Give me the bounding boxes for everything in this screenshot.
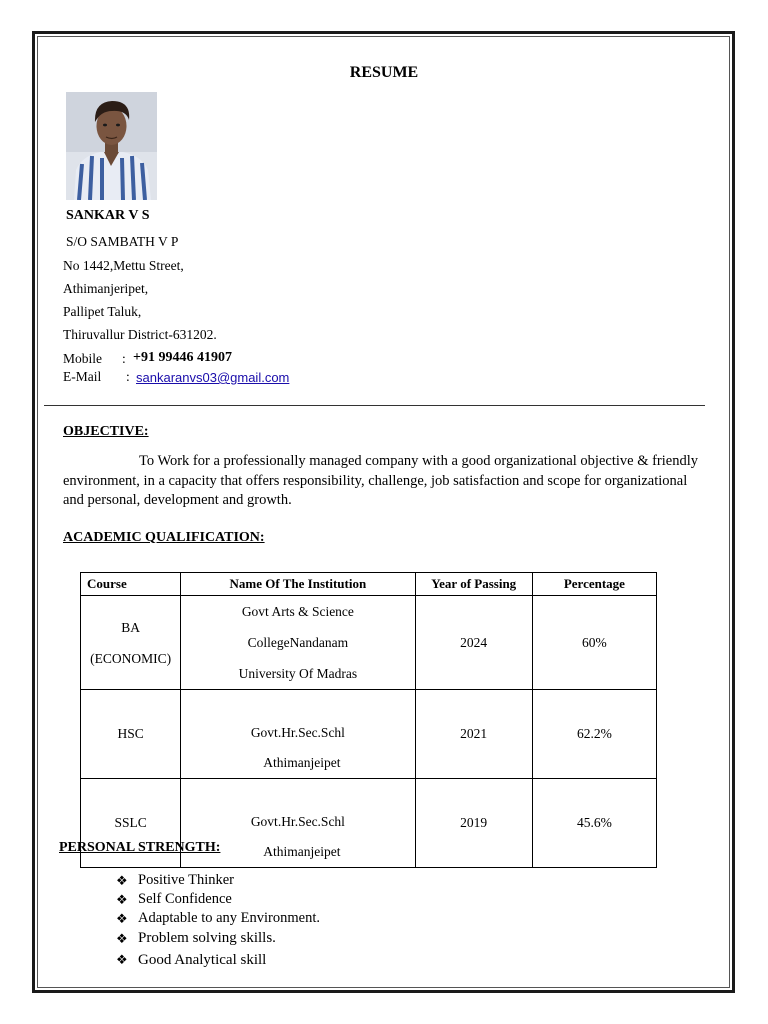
mobile-value: +91 99446 41907: [133, 350, 232, 365]
academic-table: [80, 572, 657, 868]
institution-line: Athimanjeipet: [263, 755, 341, 770]
strength-text: Problem solving skills.: [138, 930, 276, 947]
diamond-bullet-icon: ❖: [116, 872, 128, 888]
parent-name: S/O SAMBATH V P: [66, 234, 179, 249]
objective-heading: OBJECTIVE:: [63, 424, 149, 439]
strengths-list: [116, 871, 320, 971]
person-photo-icon: [66, 92, 157, 200]
list-item: [116, 950, 320, 972]
diamond-bullet-icon: ❖: [116, 952, 128, 968]
diamond-bullet-icon: ❖: [116, 910, 128, 926]
institution-cell: [181, 690, 415, 779]
table-row: [81, 596, 657, 690]
institution-line: Athimanjeipet: [263, 844, 341, 859]
mobile-separator: :: [122, 351, 126, 366]
percentage-cell: 60%: [532, 596, 656, 690]
year-cell: 2024: [415, 596, 532, 690]
strength-text: Adaptable to any Environment.: [138, 910, 321, 926]
institution-line: Govt.Hr.Sec.Schl: [250, 725, 345, 740]
list-item: [116, 909, 320, 928]
course-cell: SSLC: [81, 779, 181, 868]
email-label: E-Mail: [63, 369, 102, 384]
strengths-heading: PERSONAL STRENGTH:: [59, 840, 221, 855]
address-line: Thiruvallur District-631202.: [63, 327, 217, 342]
diamond-bullet-icon: ❖: [116, 891, 128, 907]
diamond-bullet-icon: ❖: [116, 930, 128, 946]
institution-line: Govt.Hr.Sec.Schl: [250, 814, 345, 829]
institution-cell: [181, 596, 415, 690]
strength-text: Positive Thinker: [138, 872, 234, 888]
institution-line: Govt Arts & Science: [241, 604, 354, 619]
list-item: [116, 928, 320, 950]
address-line: Pallipet Taluk,: [63, 304, 142, 319]
list-item: [116, 890, 320, 909]
column-header: Course: [81, 573, 181, 596]
table-header-row: [81, 573, 657, 596]
year-cell: 2021: [415, 690, 532, 779]
strength-text: Good Analytical skill: [138, 951, 267, 968]
objective-text: To Work for a professionally managed company with a good organizational objective & friendly environment, in a capacity that offers responsibility, challenge, job satisfaction and scope for organizational and personal, development and growth.: [63, 453, 699, 508]
candidate-name: SANKAR V S: [66, 208, 150, 223]
course-cell: HSC: [81, 690, 181, 779]
institution-line: University Of Madras: [238, 666, 358, 681]
profile-photo: [66, 92, 157, 200]
section-divider: [44, 405, 705, 406]
table-row: [81, 690, 657, 779]
email-separator: :: [126, 369, 130, 384]
course-line: BA: [121, 619, 140, 635]
year-cell: 2019: [415, 779, 532, 868]
percentage-cell: 62.2%: [532, 690, 656, 779]
email-link[interactable]: sankaranvs03@gmail.com: [136, 370, 290, 385]
resume-title: RESUME: [349, 64, 419, 81]
column-header: Year of Passing: [415, 573, 532, 596]
mobile-label: Mobile: [63, 351, 102, 366]
address-line: Athimanjeripet,: [63, 281, 149, 296]
strength-text: Self Confidence: [138, 891, 232, 907]
course-line: (ECONOMIC): [90, 650, 172, 666]
percentage-cell: 45.6%: [532, 779, 656, 868]
column-header: Name Of The Institution: [181, 573, 415, 596]
list-item: [116, 871, 320, 890]
course-cell: [81, 596, 181, 690]
academic-heading: ACADEMIC QUALIFICATION:: [63, 530, 265, 545]
address-line: No 1442,Mettu Street,: [63, 258, 184, 273]
institution-line: CollegeNandanam: [247, 635, 349, 650]
column-header: Percentage: [532, 573, 656, 596]
